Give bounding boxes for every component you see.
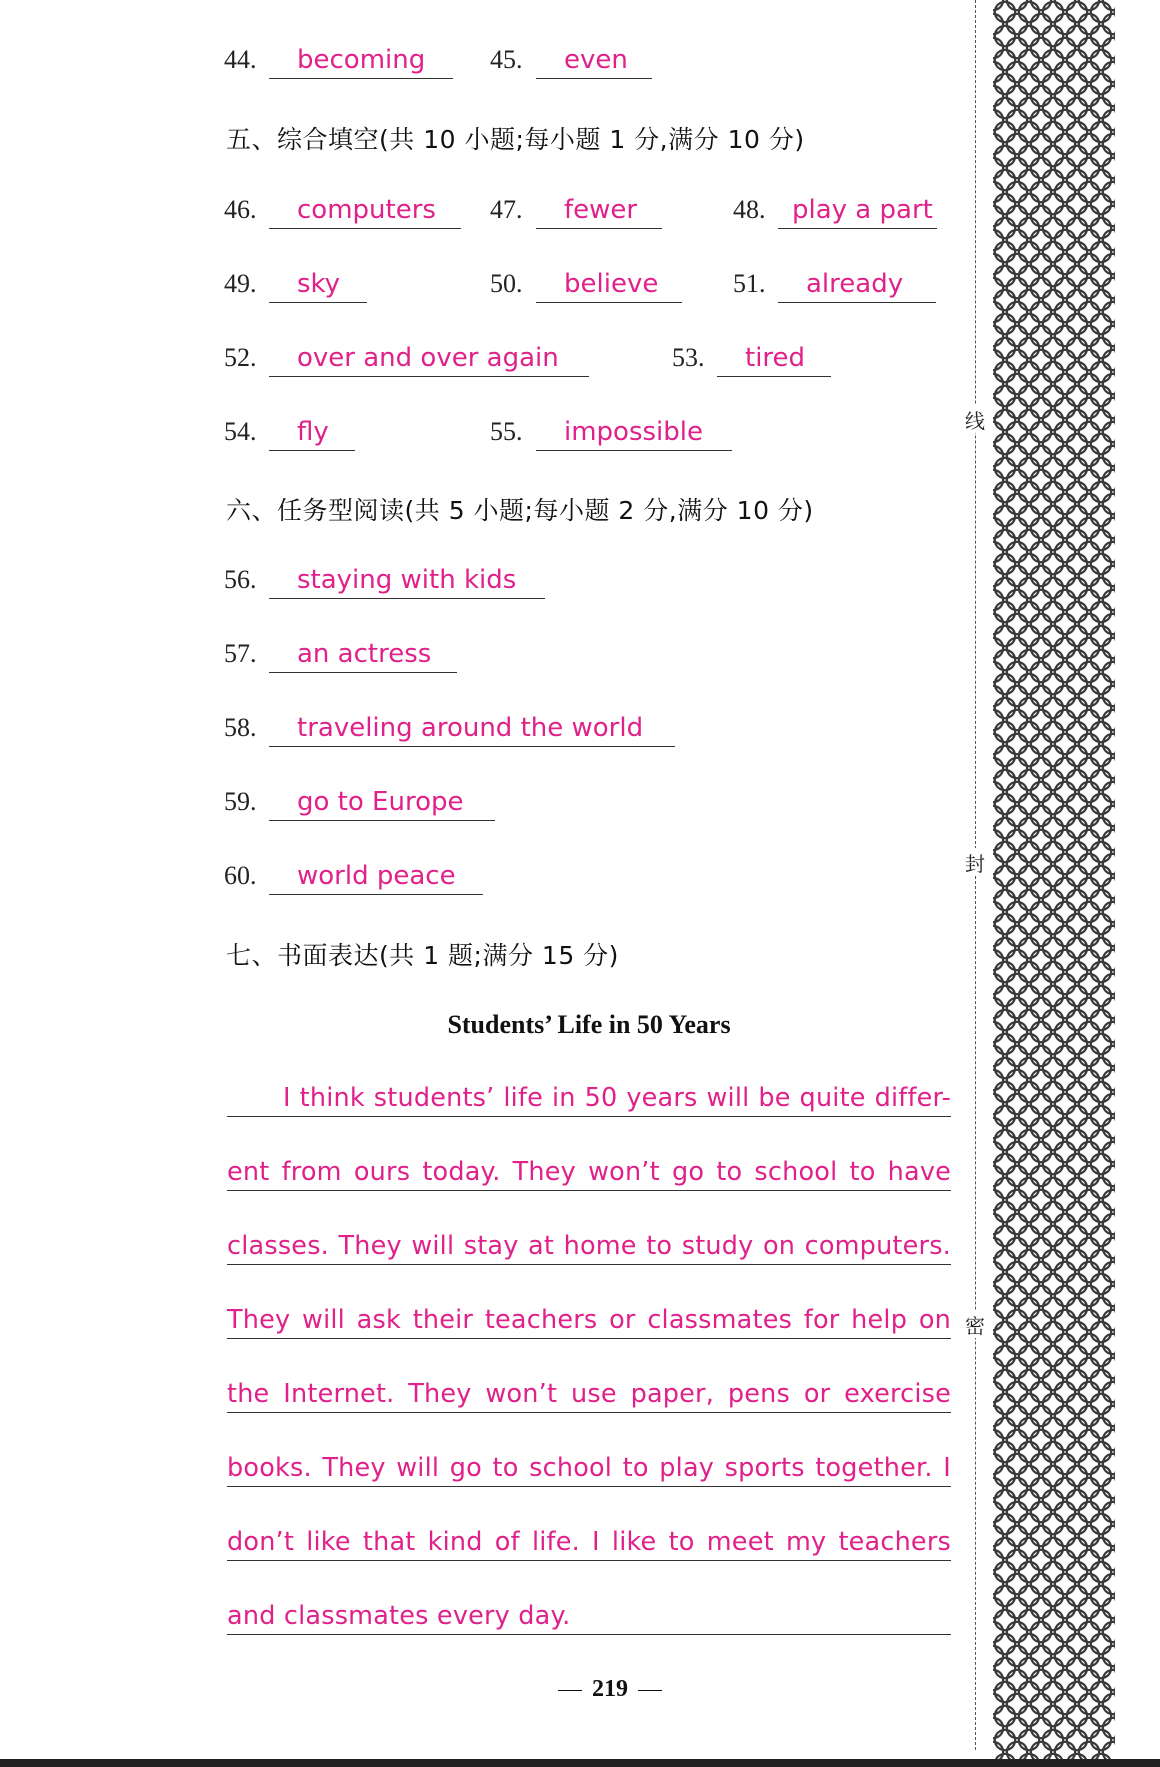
question-number-44: 44.	[224, 45, 257, 74]
answer-46: computers	[269, 194, 461, 229]
decorative-border-pattern	[993, 0, 1115, 1760]
answer-45: even	[536, 44, 652, 79]
question-number-58: 58.	[224, 713, 257, 742]
answer-54: fly	[269, 416, 355, 451]
bottom-edge-bar	[0, 1759, 1160, 1767]
page-number-dash-right	[638, 1690, 662, 1691]
binding-char-top: 线	[962, 405, 988, 433]
essay-line-3: classes. They will stay at home to study on computers.	[227, 1230, 951, 1265]
question-number-47: 47.	[490, 195, 523, 224]
question-number-53: 53.	[672, 343, 705, 372]
question-number-46: 46.	[224, 195, 257, 224]
page-number-dash-left	[558, 1690, 582, 1691]
question-number-52: 52.	[224, 343, 257, 372]
answer-55: impossible	[536, 416, 732, 451]
page-number-value: 219	[592, 1676, 628, 1702]
answer-57: an actress	[269, 638, 457, 673]
essay-line-6: books. They will go to school to play sports together. I	[227, 1452, 951, 1487]
answer-53: tired	[717, 342, 831, 377]
question-number-56: 56.	[224, 565, 257, 594]
question-number-55: 55.	[490, 417, 523, 446]
answer-48: play a part	[778, 194, 937, 229]
question-number-49: 49.	[224, 269, 257, 298]
question-number-57: 57.	[224, 639, 257, 668]
answer-60: world peace	[269, 860, 483, 895]
essay-line-5: the Internet. They won’t use paper, pens or exercise	[227, 1378, 951, 1413]
answer-44: becoming	[269, 44, 453, 79]
question-number-59: 59.	[224, 787, 257, 816]
answer-51: already	[778, 268, 936, 303]
binding-char-middle: 封	[962, 848, 988, 876]
section-six-heading: 六、任务型阅读(共 5 小题;每小题 2 分,满分 10 分)	[226, 496, 814, 525]
answer-50: believe	[536, 268, 682, 303]
page-number	[520, 1676, 700, 1703]
answer-52: over and over again	[269, 342, 589, 377]
answer-58: traveling around the world	[269, 712, 675, 747]
question-number-60: 60.	[224, 861, 257, 890]
essay-title: Students’ Life in 50 Years	[447, 1010, 731, 1039]
question-number-51: 51.	[733, 269, 766, 298]
essay-line-4: They will ask their teachers or classmates for help on	[227, 1304, 951, 1339]
answer-56: staying with kids	[269, 564, 545, 599]
essay-line-7: don’t like that kind of life. I like to meet my teachers	[227, 1526, 951, 1561]
answer-49: sky	[269, 268, 367, 303]
question-number-48: 48.	[733, 195, 766, 224]
question-number-50: 50.	[490, 269, 523, 298]
question-number-54: 54.	[224, 417, 257, 446]
binding-char-bottom: 密	[962, 1310, 988, 1338]
essay-line-1: I think students’ life in 50 years will be quite differ-	[227, 1082, 951, 1117]
section-five-heading: 五、综合填空(共 10 小题;每小题 1 分,满分 10 分)	[226, 125, 805, 154]
answer-47: fewer	[536, 194, 662, 229]
question-number-45: 45.	[490, 45, 523, 74]
essay-line-2: ent from ours today. They won’t go to school to have	[227, 1156, 951, 1191]
answer-59: go to Europe	[269, 786, 495, 821]
section-seven-heading: 七、书面表达(共 1 题;满分 15 分)	[226, 941, 619, 970]
essay-line-8: and classmates every day.	[227, 1600, 951, 1635]
